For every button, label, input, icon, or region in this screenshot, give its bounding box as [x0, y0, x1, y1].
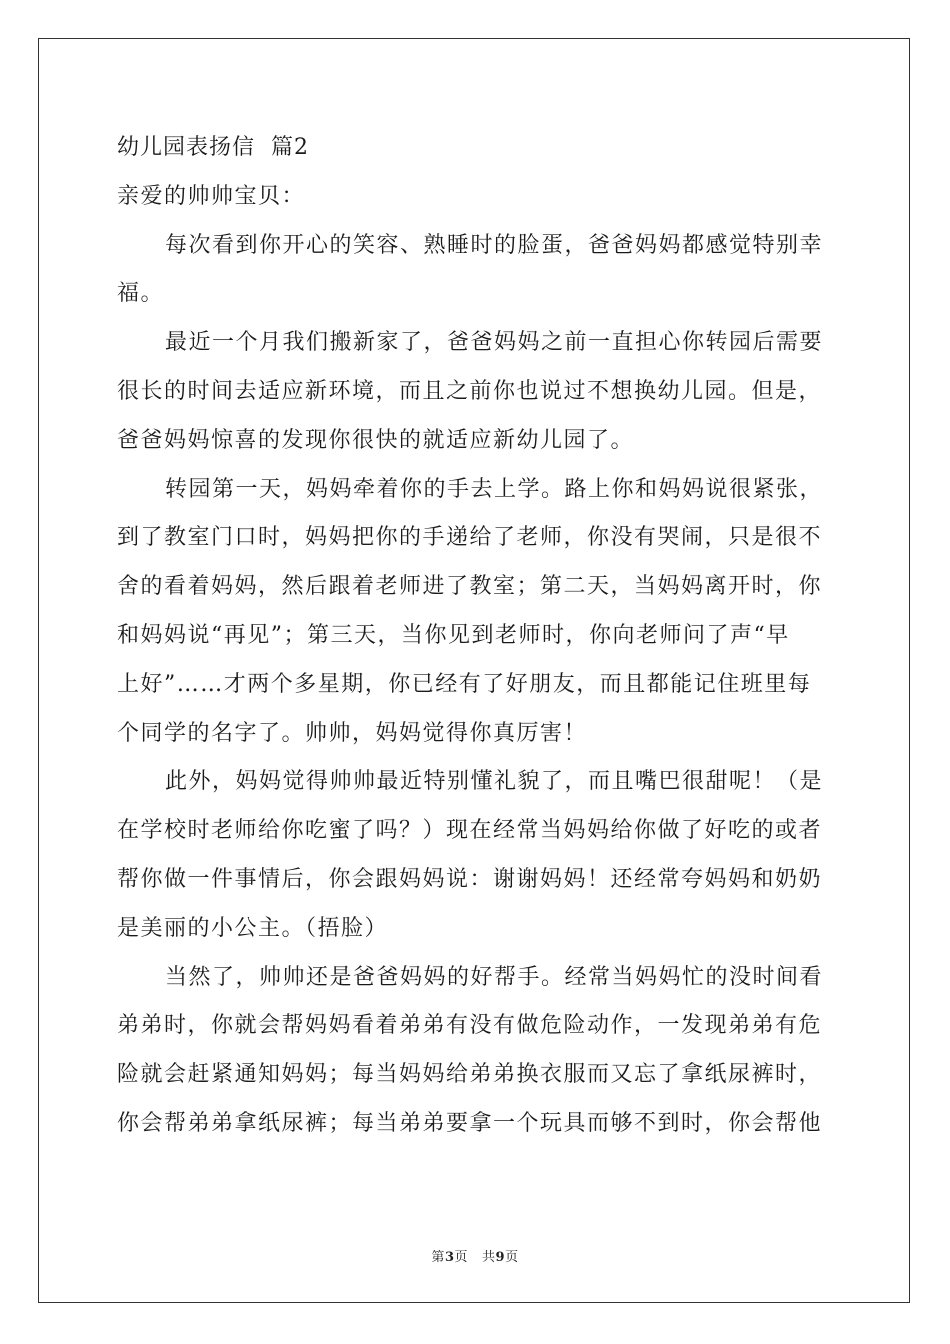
- page-suffix: 页: [454, 1250, 468, 1265]
- paragraph-line: 最近一个月我们搬新家了，爸爸妈妈之前一直担心你转园后需要: [165, 330, 824, 356]
- total-prefix: 共: [482, 1250, 496, 1265]
- paragraph-line: 在学校时老师给你吃蜜了吗？）现在经常当妈妈给你做了好吃的或者: [117, 818, 823, 844]
- paragraph-line: 弟弟时，你就会帮妈妈看着弟弟有没有做危险动作，一发现弟弟有危: [117, 1013, 823, 1039]
- paragraph-line: 和妈妈说“再见”；第三天，当你见到老师时，你向老师问了声“早: [117, 622, 790, 648]
- paragraph-line: 到了教室门口时，妈妈把你的手递给了老师，你没有哭闹，只是很不: [117, 525, 823, 551]
- letter-body: [117, 128, 833, 1153]
- paragraph-line: 福。: [117, 281, 165, 307]
- paragraph-line: 爸爸妈妈惊喜的发现你很快的就适应新幼儿园了。: [117, 427, 635, 453]
- page-prefix: 第: [431, 1250, 445, 1265]
- page-footer: [0, 1246, 950, 1265]
- salutation: 亲爱的帅帅宝贝：: [117, 183, 306, 209]
- paragraph-line: 当然了，帅帅还是爸爸妈妈的好帮手。经常当妈妈忙的没时间看: [165, 964, 824, 990]
- paragraph-line: 你会帮弟弟拿纸尿裤；每当弟弟要拿一个玩具而够不到时，你会帮他: [117, 1110, 823, 1136]
- paragraph-line: 帮你做一件事情后，你会跟妈妈说：谢谢妈妈！还经常夸妈妈和奶奶: [117, 866, 823, 892]
- paragraph-line: 此外，妈妈觉得帅帅最近特别懂礼貌了，而且嘴巴很甜呢！（是: [165, 769, 824, 795]
- total-page-number: 9: [495, 1250, 506, 1265]
- paragraph-line: 每次看到你开心的笑容、熟睡时的脸蛋，爸爸妈妈都感觉特别幸: [165, 232, 824, 258]
- paragraph-line: 个同学的名字了。帅帅，妈妈觉得你真厉害！: [117, 720, 588, 746]
- paragraph-line: 险就会赶紧通知妈妈；每当妈妈给弟弟换衣服而又忘了拿纸尿裤时，: [117, 1062, 823, 1088]
- paragraph-line: 舍的看着妈妈，然后跟着老师进了教室；第二天，当妈妈离开时，你: [117, 574, 823, 600]
- total-suffix: 页: [505, 1250, 519, 1265]
- paragraph-line: 很长的时间去适应新环境，而且之前你也说过不想换幼儿园。但是，: [117, 378, 823, 404]
- paragraph-line: 上好”……才两个多星期，你已经有了好朋友，而且都能记住班里每: [117, 671, 812, 697]
- paragraph-line: 是美丽的小公主。（捂脸）: [117, 915, 389, 941]
- document-title: 幼儿园表扬信 篇2: [117, 135, 309, 160]
- current-page-number: 3: [444, 1250, 455, 1265]
- paragraph-line: 转园第一天，妈妈牵着你的手去上学。路上你和妈妈说很紧张，: [165, 476, 824, 502]
